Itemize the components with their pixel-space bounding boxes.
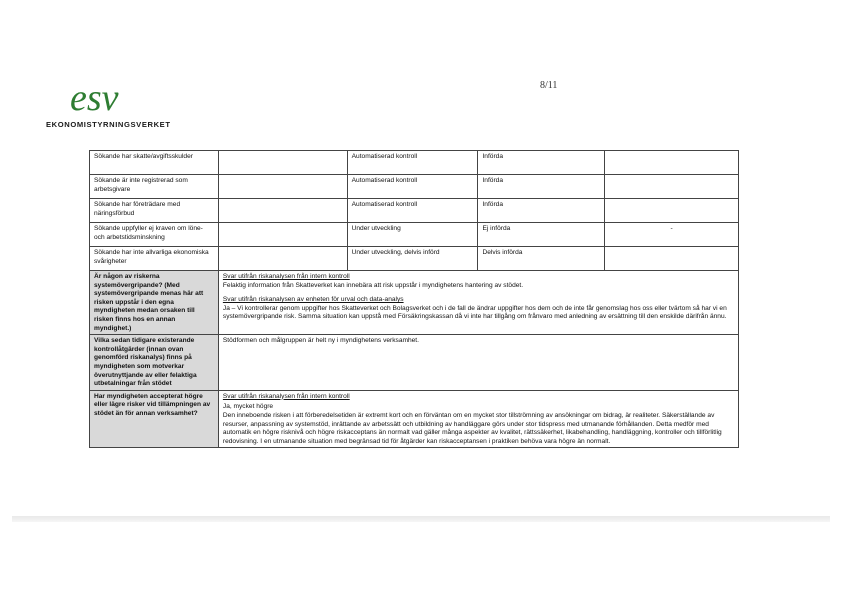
answer-line: Ja, mycket högre	[222, 403, 274, 411]
answer-text: Felaktig information från Skatteverket kan innebära att risk uppstår i myndighetens hantering av stödet.	[222, 281, 524, 289]
risk-cell	[605, 175, 739, 199]
answer-text: Ja – Vi kontrollerar genom uppgifter hos Skatteverket och Bolagsverket och i de fall de ändrar uppgifter hos dem och de inte får genomslag hos oss eller tvärtom så har vi en systemövergripande risk. Samma situation kan uppstå med Försäkringskassan då vi inte har tillgång om frånvaro med anledning av ersättning till den enskilde därifrån ännu.	[222, 304, 727, 321]
risk-status: Delvis införda	[478, 247, 605, 271]
risk-control: Under utveckling, delvis införd	[347, 247, 478, 271]
table-row	[90, 175, 739, 199]
risk-status: Införda	[478, 175, 605, 199]
risk-cell	[605, 247, 739, 271]
answer-heading: Svar utifrån riskanalysen från intern kontroll	[222, 273, 350, 280]
risk-cell	[218, 199, 347, 223]
risk-cell	[605, 199, 739, 223]
risk-cell	[218, 247, 347, 271]
risk-label: Sökande har skatte/avgiftsskulder	[90, 151, 219, 175]
page-bottom-edge	[12, 516, 830, 522]
answer-cell	[218, 271, 738, 335]
risk-label: Sökande har företrädare med näringsförbud	[90, 199, 219, 223]
risk-cell: -	[605, 223, 739, 247]
answer-heading: Svar utifrån riskanalysen från intern kontroll	[222, 392, 350, 400]
risk-cell	[218, 151, 347, 175]
question-row	[90, 390, 739, 448]
table-row	[90, 223, 739, 247]
risk-control: Automatiserad kontroll	[347, 151, 478, 175]
svg-text:esv: esv	[70, 77, 119, 119]
risk-cell	[605, 151, 739, 175]
risk-control: Under utveckling	[347, 223, 478, 247]
answer-text: Den inneboende risken i att förberedelsetiden är extremt kort och en förväntan om en mycket stor tillströmning av ansökningar om bidrag, är realiteter. Säkerställande av resurser, anpassning av systemstöd, inrättande av arbetssätt och utbildning av handläggare görs under stor tidspress med utmanande förhållanden. Detta medför med automatik en högre risknivå och högre riskacceptans än normalt vad gäller många aspekter av kvalitet, rättssäkerhet, likabehandling, handläggning, kontroller och tillförlitlig redovisning. I en utmanande situation med begränsad tid för åtgärder kan riskacceptansen i praktiken behöva vara högre än normalt.	[222, 411, 722, 445]
risk-label: Sökande är inte registrerad som arbetsgivare	[90, 175, 219, 199]
risk-table	[89, 150, 739, 448]
esv-logo-mark	[46, 76, 166, 120]
question-cell: Vilka sedan tidigare existerande kontrollåtgärder (innan ovan genomförd riskanalys) finns på myndigheten som motverkar överutnyttjande av eller felaktiga utbetalningar från stödet	[90, 335, 219, 391]
page-number: 8/11	[540, 80, 558, 91]
risk-label: Sökande uppfyller ej kraven om löne- och arbetstidsminskning	[90, 223, 219, 247]
question-cell: Har myndigheten accepterat högre eller lägre risker vid tillämpningen av stödet än för annan verksamhet?	[90, 390, 219, 448]
risk-cell	[218, 223, 347, 247]
answer-cell	[218, 390, 738, 448]
table-row	[90, 199, 739, 223]
logo-text: EKONOMISTYRNINGSVERKET	[46, 120, 171, 129]
answer-heading: Svar utifrån riskanalysen av enheten för urval och data-analys	[222, 296, 404, 304]
risk-control: Automatiserad kontroll	[347, 175, 478, 199]
question-row	[90, 271, 739, 335]
risk-label: Sökande har inte allvarliga ekonomiska svårigheter	[90, 247, 219, 271]
risk-status: Ej införda	[478, 223, 605, 247]
table-row	[90, 151, 739, 175]
risk-control: Automatiserad kontroll	[347, 199, 478, 223]
risk-cell	[218, 175, 347, 199]
risk-status: Införda	[478, 151, 605, 175]
answer-cell: Stödformen och målgruppen är helt ny i myndighetens verksamhet.	[218, 335, 738, 391]
risk-status: Införda	[478, 199, 605, 223]
question-row	[90, 335, 739, 391]
table-row	[90, 247, 739, 271]
question-cell: Är någon av riskerna systemövergripande? (Med systemövergripande menas här att risken uppstår i den egna myndigheten medan orsaken till risken finns hos en annan myndighet.)	[90, 271, 219, 335]
